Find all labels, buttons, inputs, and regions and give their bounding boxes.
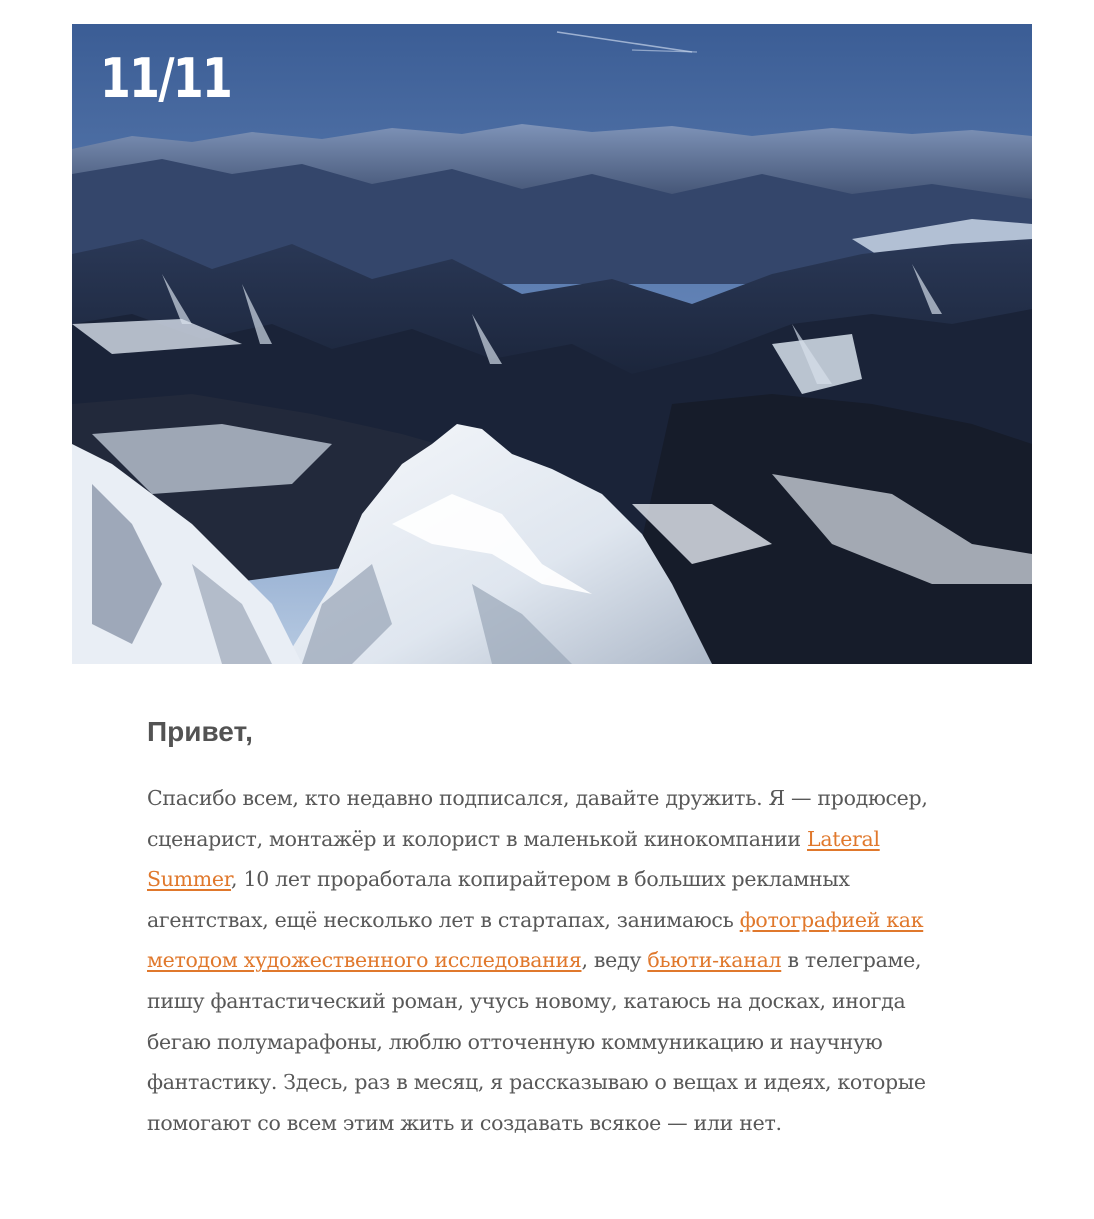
greeting-heading: Привет, <box>147 716 253 747</box>
issue-number-badge: 11/11 <box>100 47 232 110</box>
beauty-channel-link[interactable]: бьюти-канал <box>647 948 782 973</box>
intro-text-2: , 10 лет проработала копирайтером в больших рекламных агентствах, ещё несколько лет в стартапах, занимаюсь <box>147 867 850 932</box>
intro-text-1: Спасибо всем, кто недавно подписался, давайте дружить. Я — продюсер, сценарист, монтажёр и колорист в маленькой кинокомпании <box>147 786 928 851</box>
newsletter-intro <box>147 700 967 1143</box>
photography-research-link[interactable]: фотографией как методом художественного исследования <box>147 907 924 973</box>
intro-text-3: , веду <box>581 948 648 973</box>
lateral-summer-link[interactable]: Lateral Summer <box>147 826 880 892</box>
intro-text-4: в телеграме, пишу фантастический роман, учусь новому, катаюсь на досках, иногда бегаю полумарафоны, люблю отточенную коммуникацию и научную фантастику. Здесь, раз в месяц, я рассказываю о вещах и идеях, которые помогают со всем этим жить и создавать всякое — или нет. <box>147 948 926 1135</box>
hero-image <box>72 24 1032 664</box>
intro-paragraph <box>147 778 967 1143</box>
mountain-landscape-image <box>72 24 1032 664</box>
